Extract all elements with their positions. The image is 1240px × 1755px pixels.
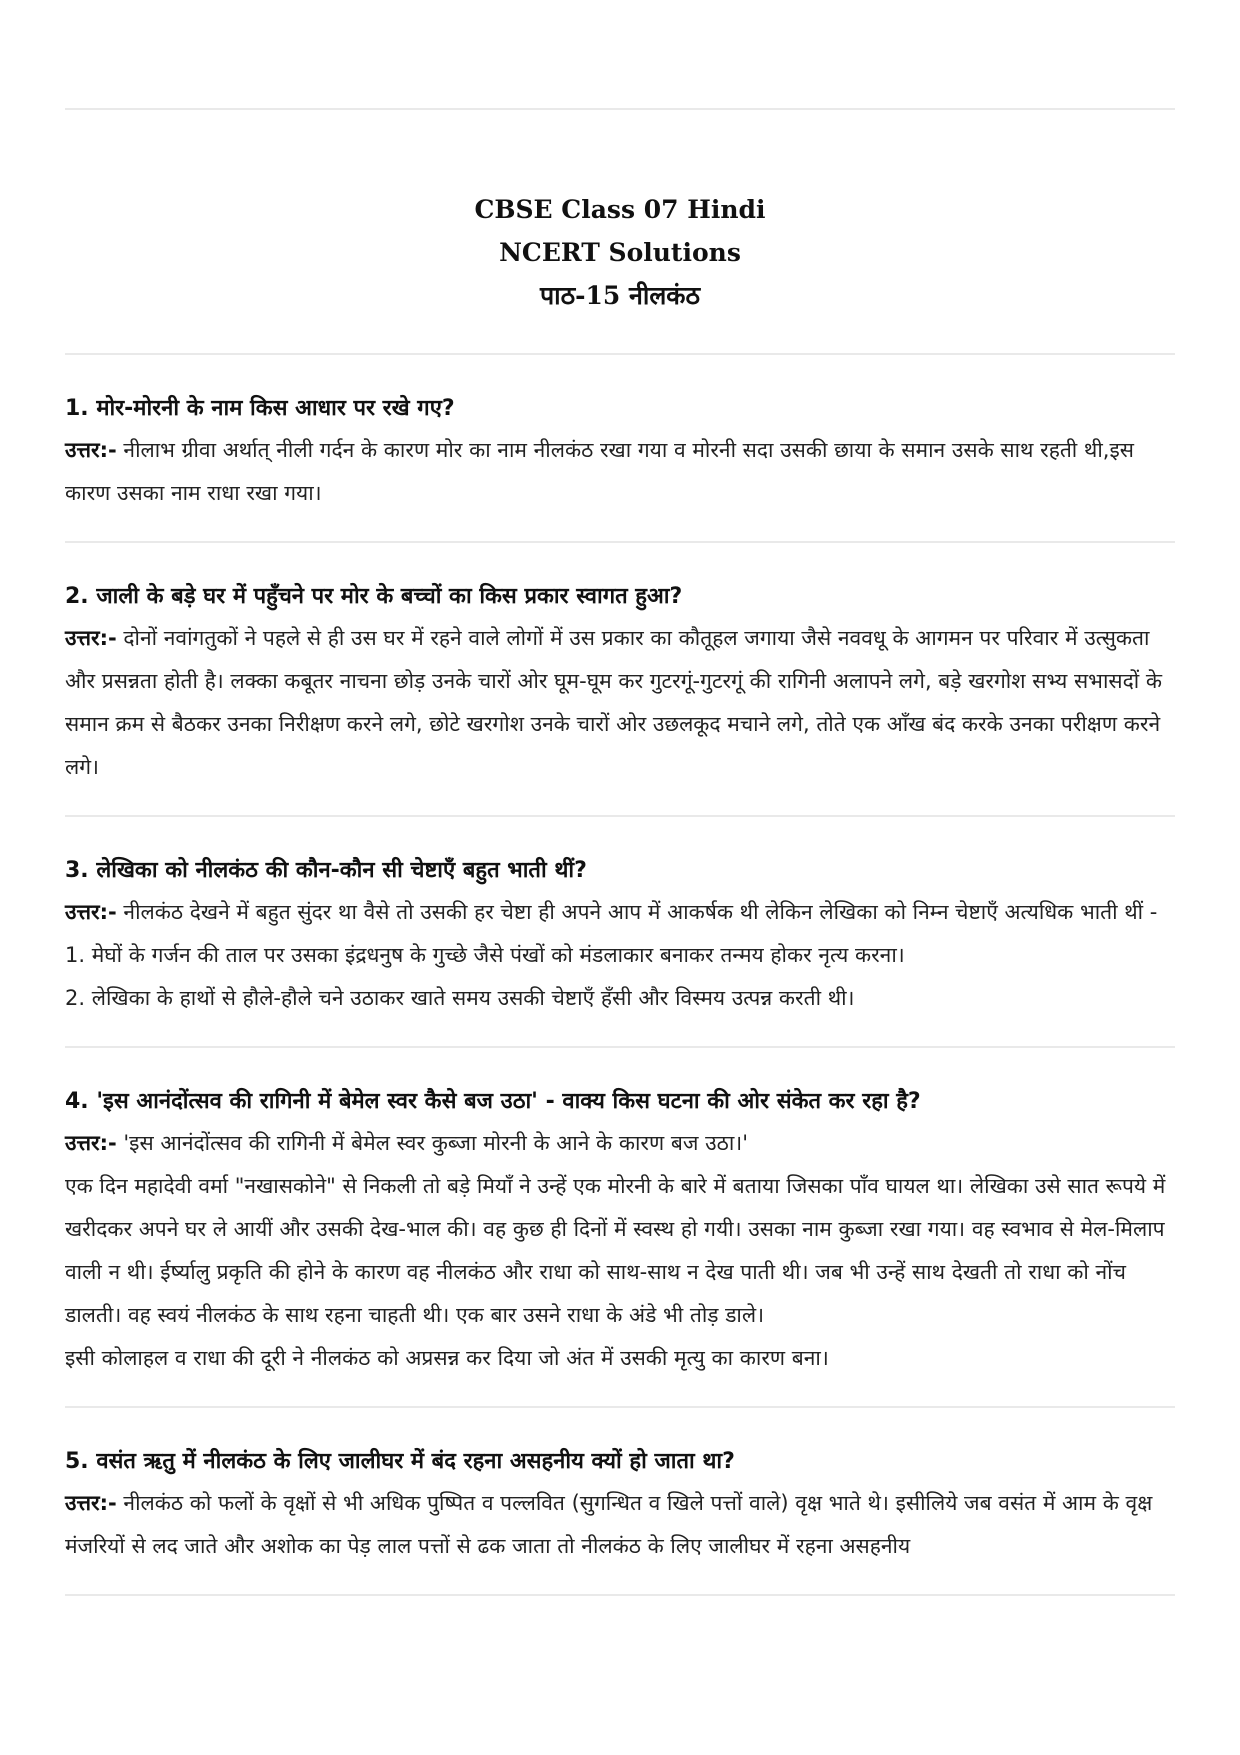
answer-body: 'इस आनंदोंत्सव की रागिनी में बेमेल स्वर कुब्जा मोरनी के आने के कारण बज उठा।': [116, 1131, 748, 1155]
answer-label: उत्तर:-: [65, 900, 117, 924]
question-text: 2. जाली के बड़े घर में पहुँचने पर मोर के बच्चों का किस प्रकार स्वागत हुआ?: [65, 584, 683, 609]
answer-label: उत्तर:-: [65, 626, 117, 650]
question-text: 4. 'इस आनंदोंत्सव की रागिनी में बेमेल स्वर कैसे बज उठा' - वाक्य किस घटना की ओर संकेत कर रहा है?: [65, 1089, 921, 1114]
answer-point-1: 1. मेघों के गर्जन की ताल पर उसका इंद्रधनुष के गुच्छे जैसे पंखों को मंडलाकार बनाकर तन्मय होकर नृत्य करना।: [65, 943, 905, 967]
answer-text: [65, 1482, 1175, 1568]
qa-item-4: [65, 1048, 1175, 1406]
document-page: [65, 0, 1175, 1755]
answer-body: नीलकंठ देखने में बहुत सुंदर था वैसे तो उसकी हर चेष्टा ही अपने आप में आकर्षक थी लेकिन लेखिका को निम्न चेष्टाएँ अत्यधिक भाती थीं -: [116, 900, 1158, 924]
answer-label: उत्तर:-: [65, 1131, 117, 1155]
question-text: 5. वसंत ऋतु में नीलकंठ के लिए जालीघर में बंद रहना असहनीय क्यों हो जाता था?: [65, 1449, 735, 1474]
answer-body: नीलाभ ग्रीवा अर्थात् नीली गर्दन के कारण मोर का नाम नीलकंठ रखा गया व मोरनी सदा उसकी छाया के समान उसके साथ रहती थी,इस कारण उसका नाम राधा रखा गया।: [65, 438, 1134, 505]
answer-point-2: 2. लेखिका के हाथों से हौले-हौले चने उठाकर खाते समय उसकी चेष्टाएँ हँसी और विस्मय उत्पन्न करती थी।: [65, 986, 855, 1010]
answer-label: उत्तर:-: [65, 1491, 117, 1515]
answer-body: नीलकंठ को फलों के वृक्षों से भी अधिक पुष्पित व पल्लवित (सुगन्धित व खिले पत्तों वाले) वृक्ष भाते थे। इसीलिये जब वसंत में आम के वृक्ष मंजरियों से लद जाते और अशोक का पेड़ लाल पत्तों से ढक जाता तो नीलकंठ के लिए जालीघर में रहना असहनीय: [65, 1491, 1153, 1558]
qa-item-5: [65, 1408, 1175, 1594]
bottom-divider: [65, 1594, 1175, 1596]
qa-item-1: [65, 355, 1175, 541]
header-title: CBSE Class 07 Hindi: [474, 195, 766, 224]
header-chapter: पाठ-15 नीलकंठ: [539, 281, 701, 310]
answer-text: [65, 1122, 1175, 1165]
question-text: 1. मोर-मोरनी के नाम किस आधार पर रखे गए?: [65, 396, 455, 421]
answer-body: दोनों नवांगतुकों ने पहले से ही उस घर में रहने वाले लोगों में उस प्रकार का कौतूहल जगाया जैसे नववधू के आगमन पर परिवार में उत्सुकता और प्रसन्नता होती है। लक्का कबूतर नाचना छोड़ उनके चारों ओर घूम-घूम कर गुटरगूं-गुटरगूं की रागिनी अलापने लगे, बड़े खरगोश सभ्य सभासदों के समान क्रम से बैठकर उनका निरीक्षण करने लगे, छोटे खरगोश उनके चारों ओर उछलकूद मचाने लगे, तोते एक आँख बंद करके उनका परीक्षण करने लगे।: [65, 626, 1162, 779]
answer-paragraph: इसी कोलाहल व राधा की दूरी ने नीलकंठ को अप्रसन्न कर दिया जो अंत में उसकी मृत्यु का कारण बना।: [65, 1346, 829, 1370]
header-subtitle: NCERT Solutions: [499, 238, 741, 267]
qa-item-3: [65, 817, 1175, 1046]
document-header: [65, 110, 1175, 353]
answer-paragraph: एक दिन महादेवी वर्मा "नखासकोने" से निकली तो बड़े मियाँ ने उन्हें एक मोरनी के बारे में बताया जिसका पाँव घायल था। लेखिका उसे सात रूपये में खरीदकर अपने घर ले आयीं और उसकी देख-भाल की। वह कुछ ही दिनों में स्वस्थ हो गयी। उसका नाम कुब्जा रखा गया। वह स्वभाव से मेल-मिलाप वाली न थी। ईर्ष्यालु प्रकृति की होने के कारण वह नीलकंठ और राधा को साथ-साथ न देख पाती थी। जब भी उन्हें साथ देखती तो राधा को नोंच डालती। वह स्वयं नीलकंठ के साथ रहना चाहती थी। एक बार उसने राधा के अंडे भी तोड़ डाले।: [65, 1174, 1166, 1327]
question-text: 3. लेखिका को नीलकंठ की कौन-कौन सी चेष्टाएँ बहुत भाती थीं?: [65, 858, 587, 883]
answer-label: उत्तर:-: [65, 438, 117, 462]
answer-text: [65, 891, 1175, 934]
qa-item-2: [65, 543, 1175, 815]
answer-text: [65, 617, 1175, 789]
answer-text: [65, 429, 1175, 515]
